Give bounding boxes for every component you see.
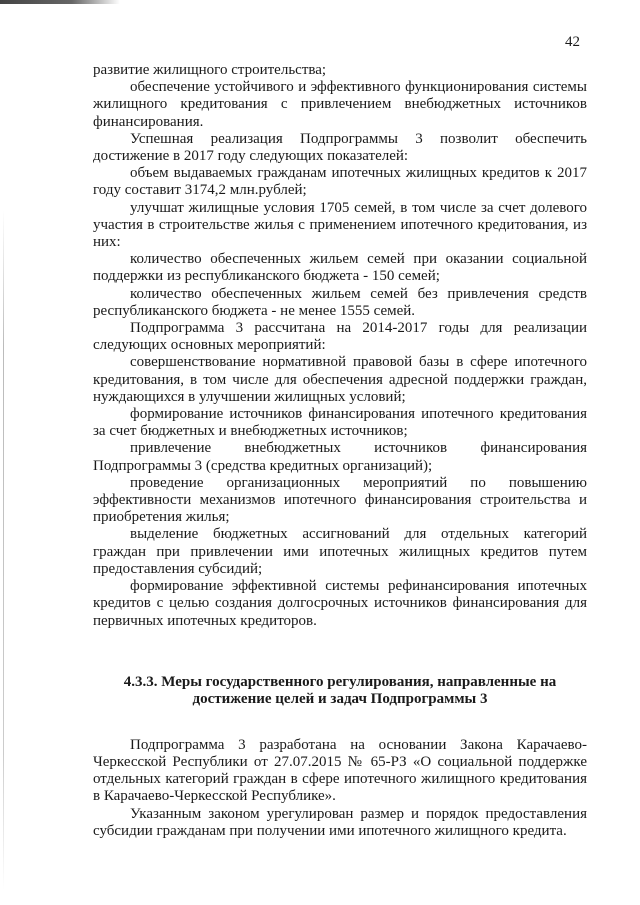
paragraph: количество обеспеченных жильем семей при оказании социальной поддержки из республиканского бюджета - 150 семей; [93, 251, 587, 285]
page-number: 42 [565, 34, 580, 50]
paragraph: формирование эффективной системы рефинансирования ипотечных кредитов с целью создания долгосрочных источников финансирования для первичных ипотечных кредиторов. [93, 578, 587, 629]
section-heading-line-1: 4.3.3. Меры государственного регулирования, направленные на [123, 673, 557, 690]
paragraph: объем выдаваемых гражданам ипотечных жилищных кредитов к 2017 году составит 3174,2 млн.рублей; [93, 165, 587, 199]
paragraph: формирование источников финансирования ипотечного кредитования за счет бюджетных и внебюджетных источников; [93, 406, 587, 440]
paragraph: Успешная реализация Подпрограммы 3 позволит обеспечить достижение в 2017 году следующих показателей: [93, 130, 587, 165]
paragraph: Подпрограмма 3 рассчитана на 2014-2017 годы для реализации следующих основных мероприятий: [93, 320, 587, 354]
paragraph: проведение организационных мероприятий по повышению эффективности механизмов ипотечного финансирования строительства и приобретения жилья; [93, 474, 587, 526]
scan-edge-artifact [0, 0, 120, 4]
paragraph: обеспечение устойчивого и эффективного функционирования системы жилищного кредитования с привлечением внебюджетных источников финансирования. [93, 79, 587, 130]
paragraph: совершенствование нормативной правовой базы в сфере ипотечного кредитования, в том числе для обеспечения адресной поддержки граждан, нуждающихся в улучшении жилищных условий; [93, 354, 587, 405]
paragraph: Подпрограмма 3 разработана на основании Закона Карачаево-Черкесской Республики от 27.07.2015 № 65-РЗ «О социальной поддержке отдельных категорий граждан в сфере ипотечного жилищного кредитования в Карачаево-Черкесской Республике». [93, 736, 587, 805]
paragraphs-top [93, 62, 587, 630]
section-heading-line-2: достижение целей и задач Подпрограммы 3 [192, 691, 488, 708]
paragraph: Указанным законом урегулирован размер и порядок предоставления субсидии гражданам при получении ими ипотечного жилищного кредита. [93, 805, 587, 839]
document-body [93, 62, 587, 840]
paragraphs-bottom [93, 737, 587, 840]
paragraph: выделение бюджетных ассигнований для отдельных категорий граждан при привлечении ими ипотечных жилищных кредитов путем предоставления субсидий; [93, 526, 587, 577]
paragraph: улучшат жилищные условия 1705 семей, в том числе за счет долевого участия в строительстве жилья с применением ипотечного кредитования, из них: [93, 199, 587, 251]
paragraph: развитие жилищного строительства; [93, 62, 327, 78]
section-heading [93, 674, 587, 709]
paragraph: привлечение внебюджетных источников финансирования Подпрограммы 3 (средства кредитных организаций); [93, 440, 587, 474]
paragraph: количество обеспеченных жильем семей без привлечения средств республиканского бюджета - не менее 1555 семей. [93, 285, 587, 319]
scan-margin-line [3, 210, 4, 890]
